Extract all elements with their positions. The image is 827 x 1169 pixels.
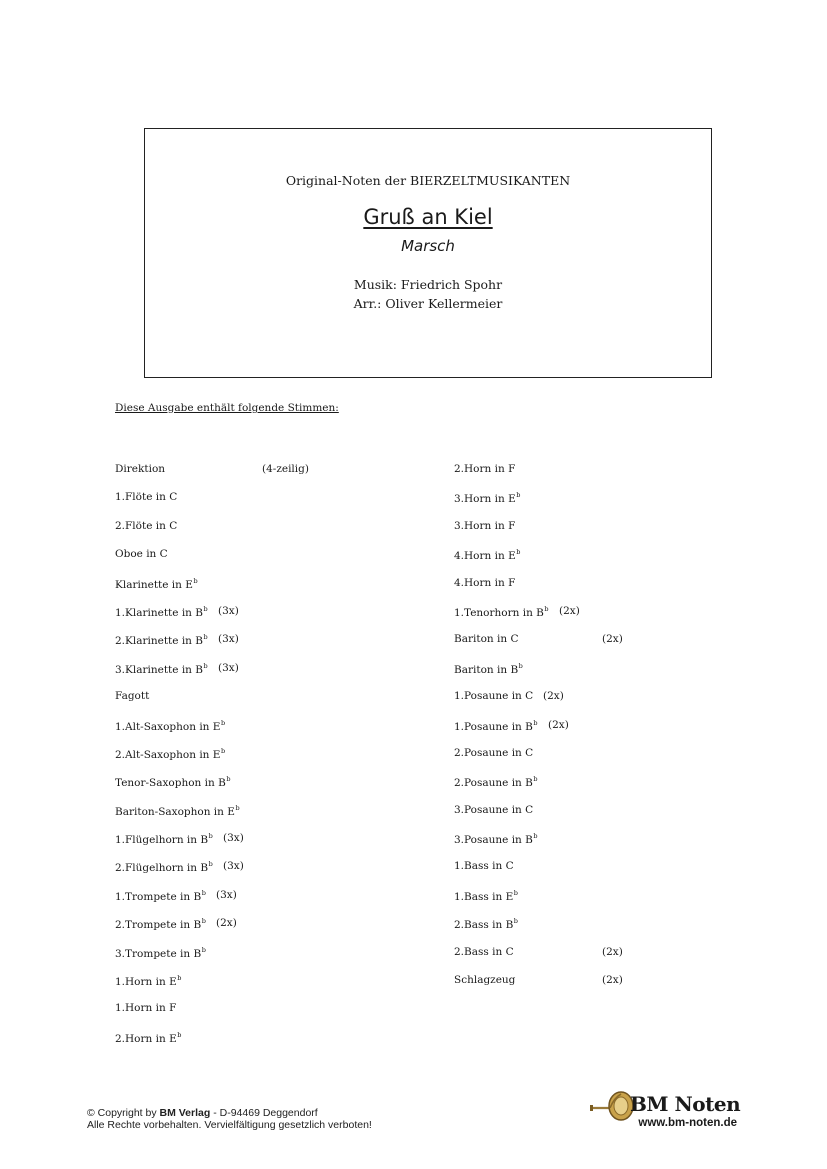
part-item (115, 577, 375, 605)
part-name-text: 3.Horn in E (454, 493, 516, 506)
part-name (115, 633, 208, 647)
part-name (115, 662, 208, 676)
part-name-text: 1.Flöte in C (115, 491, 178, 504)
part-name (115, 775, 231, 789)
composer-line: Musik: Friedrich Spohr (353, 277, 503, 292)
part-name-text: 2.Alt-Saxophon in E (115, 748, 221, 761)
footer (87, 1107, 372, 1131)
part-item (115, 775, 375, 803)
part-name (115, 1002, 176, 1014)
part-name-text: 2.Bass in B (454, 919, 514, 932)
part-name (454, 463, 515, 475)
part-name-text: Klarinette in E (115, 578, 193, 591)
part-name (454, 633, 519, 645)
copyright-publisher: BM Verlag (159, 1107, 211, 1119)
part-name-text: 1.Tenorhorn in B (454, 606, 544, 619)
part-name-text: 2.Horn in F (454, 463, 516, 475)
part-item (115, 747, 375, 775)
part-item (115, 633, 375, 661)
part-name (115, 719, 225, 733)
part-note: (2x) (548, 718, 569, 731)
part-item (454, 491, 714, 519)
part-note: (2x) (602, 945, 623, 958)
part-name (115, 1031, 181, 1045)
part-item (454, 633, 714, 661)
horn-icon (588, 1088, 636, 1124)
flat-key-marker: b (177, 974, 182, 983)
part-name-text: 2.Posaune in C (454, 746, 534, 759)
part-note: (2x) (216, 917, 237, 930)
part-name-text: Direktion (115, 463, 166, 475)
part-name (454, 747, 533, 759)
part-name (115, 832, 213, 846)
arranger-line: Arr.: Oliver Kellermeier (353, 296, 503, 311)
part-item (454, 917, 714, 945)
flat-key-marker: b (533, 832, 538, 841)
part-name (115, 548, 168, 560)
part-note: (3x) (218, 661, 239, 674)
part-name (454, 889, 518, 903)
part-name (115, 463, 165, 475)
flat-key-marker: b (201, 917, 206, 926)
part-name-text: 1.Horn in F (115, 1002, 177, 1015)
part-name-text: 3.Posaune in C (454, 803, 534, 816)
flat-key-marker: b (513, 888, 518, 897)
part-item (115, 463, 375, 491)
flat-key-marker: b (203, 604, 208, 613)
parts-list-left (115, 463, 375, 1059)
part-name-text: Fagott (115, 690, 150, 703)
part-name-text: 1.Posaune in C (454, 690, 534, 703)
flat-key-marker: b (516, 548, 521, 557)
part-item (454, 832, 714, 860)
flat-key-marker: b (220, 746, 226, 755)
part-item (115, 605, 375, 633)
part-name (454, 775, 538, 789)
part-name-text: 2.Flügelhorn in B (115, 862, 209, 875)
part-item (115, 1002, 375, 1030)
flat-key-marker: b (193, 576, 198, 585)
part-item (454, 662, 714, 690)
part-name (454, 804, 533, 816)
part-item (454, 605, 714, 633)
part-name (454, 917, 518, 931)
part-item (115, 946, 375, 974)
part-name-text: 1.Bass in C (454, 860, 514, 873)
parts-list-right (454, 463, 714, 1002)
part-item (454, 860, 714, 888)
part-name-text: Bariton in B (454, 663, 519, 676)
flat-key-marker: b (235, 803, 240, 812)
copyright-prefix: © Copyright by (87, 1107, 160, 1119)
part-note: (3x) (223, 832, 244, 845)
copyright-line (87, 1107, 372, 1119)
part-note: (3x) (216, 888, 237, 901)
part-note: (2x) (602, 633, 623, 646)
part-note: (3x) (218, 604, 239, 617)
part-name (115, 747, 225, 761)
part-item (115, 520, 375, 548)
part-name-text: 4.Horn in F (454, 576, 516, 589)
part-name (115, 491, 177, 503)
piece-title: Gruß an Kiel (363, 205, 493, 229)
flat-key-marker: b (220, 718, 226, 727)
part-name-text: Schlagzeug (454, 974, 516, 987)
part-name (115, 605, 208, 619)
part-item (454, 577, 714, 605)
part-name (454, 662, 523, 676)
part-name-text: Bariton in C (454, 633, 519, 646)
flat-key-marker: b (203, 661, 208, 670)
part-name (115, 577, 198, 591)
part-name-text: 2.Posaune in B (454, 777, 533, 790)
part-name (454, 860, 514, 872)
part-item (115, 548, 375, 576)
part-name (115, 690, 149, 702)
part-item (115, 1031, 375, 1059)
flat-key-marker: b (203, 633, 208, 642)
part-name-text: Oboe in C (115, 548, 168, 561)
flat-key-marker: b (513, 917, 518, 926)
piece-subtitle: Marsch (401, 237, 455, 255)
flat-key-marker: b (533, 718, 538, 727)
part-item (454, 463, 714, 491)
part-note: (3x) (218, 633, 239, 646)
part-name-text: 2.Bass in C (454, 945, 514, 958)
part-note: (2x) (602, 974, 623, 987)
part-name-text: 2.Horn in E (115, 1032, 177, 1045)
part-name (454, 548, 520, 562)
part-note: (2x) (543, 690, 564, 703)
part-name (115, 804, 240, 818)
part-name (454, 946, 514, 958)
copyright-suffix: - D-94469 Deggendorf (210, 1107, 318, 1119)
part-name-text: 1.Flügelhorn in B (115, 834, 209, 847)
part-name-text: 1.Bass in E (454, 890, 514, 903)
part-name (115, 889, 206, 903)
contents-heading: Diese Ausgabe enthält folgende Stimmen: (115, 402, 339, 414)
flat-key-marker: b (533, 775, 538, 784)
part-name (454, 690, 533, 702)
part-name-text: Tenor-Saxophon in B (115, 777, 226, 790)
part-item (454, 719, 714, 747)
part-name (454, 605, 549, 619)
bm-noten-logo (588, 1086, 743, 1134)
part-name-text: 1.Horn in E (115, 976, 177, 989)
title-box (144, 128, 712, 378)
flat-key-marker: b (201, 945, 206, 954)
flat-key-marker: b (518, 661, 523, 670)
part-name-text: 2.Flöte in C (115, 519, 178, 532)
publisher-line: Original-Noten der BIERZELTMUSIKANTEN (285, 173, 571, 188)
part-name (454, 491, 520, 505)
part-item (454, 974, 714, 1002)
part-name-text: 3.Klarinette in B (115, 663, 203, 676)
part-item (115, 719, 375, 747)
flat-key-marker: b (208, 860, 213, 869)
part-note: (3x) (223, 860, 244, 873)
flat-key-marker: b (208, 832, 213, 841)
part-name-text: 2.Klarinette in B (115, 635, 203, 648)
part-item (454, 548, 714, 576)
part-name (115, 946, 206, 960)
part-item (115, 860, 375, 888)
part-name (454, 577, 515, 589)
part-name-text: Bariton-Saxophon in E (115, 805, 235, 818)
part-item (454, 690, 714, 718)
part-name (115, 520, 177, 532)
part-name-text: 2.Trompete in B (115, 919, 202, 932)
part-item (115, 662, 375, 690)
logo-text: BM Noten (630, 1092, 741, 1116)
part-name (115, 860, 213, 874)
part-name (454, 520, 515, 532)
part-name-text: 1.Trompete in B (115, 890, 202, 903)
logo-url: www.bm-noten.de (638, 1117, 737, 1129)
part-name (454, 974, 515, 986)
part-item (454, 520, 714, 548)
part-item (115, 804, 375, 832)
part-item (115, 889, 375, 917)
part-name-text: 4.Horn in E (454, 550, 516, 563)
part-name (115, 974, 181, 988)
part-item (454, 775, 714, 803)
part-note: (2x) (559, 604, 580, 617)
part-name-text: 1.Alt-Saxophon in E (115, 720, 221, 733)
part-item (454, 747, 714, 775)
part-name (115, 917, 206, 931)
flat-key-marker: b (516, 491, 521, 500)
part-item (115, 974, 375, 1002)
part-name-text: 3.Horn in F (454, 519, 516, 532)
flat-key-marker: b (177, 1030, 182, 1039)
part-item (115, 491, 375, 519)
part-name (454, 832, 538, 846)
part-name-text: 3.Trompete in B (115, 947, 202, 960)
part-item (454, 804, 714, 832)
part-note: (4-zeilig) (262, 463, 309, 475)
flat-key-marker: b (544, 604, 549, 613)
part-item (454, 946, 714, 974)
part-name-text: 1.Posaune in B (454, 720, 533, 733)
part-name (454, 719, 538, 733)
part-item (454, 889, 714, 917)
rights-line: Alle Rechte vorbehalten. Vervielfältigung gesetzlich verboten! (87, 1119, 372, 1131)
part-item (115, 690, 375, 718)
part-item (115, 917, 375, 945)
part-name-text: 1.Klarinette in B (115, 606, 203, 619)
part-name-text: 3.Posaune in B (454, 834, 533, 847)
flat-key-marker: b (201, 888, 206, 897)
flat-key-marker: b (226, 775, 231, 784)
part-item (115, 832, 375, 860)
